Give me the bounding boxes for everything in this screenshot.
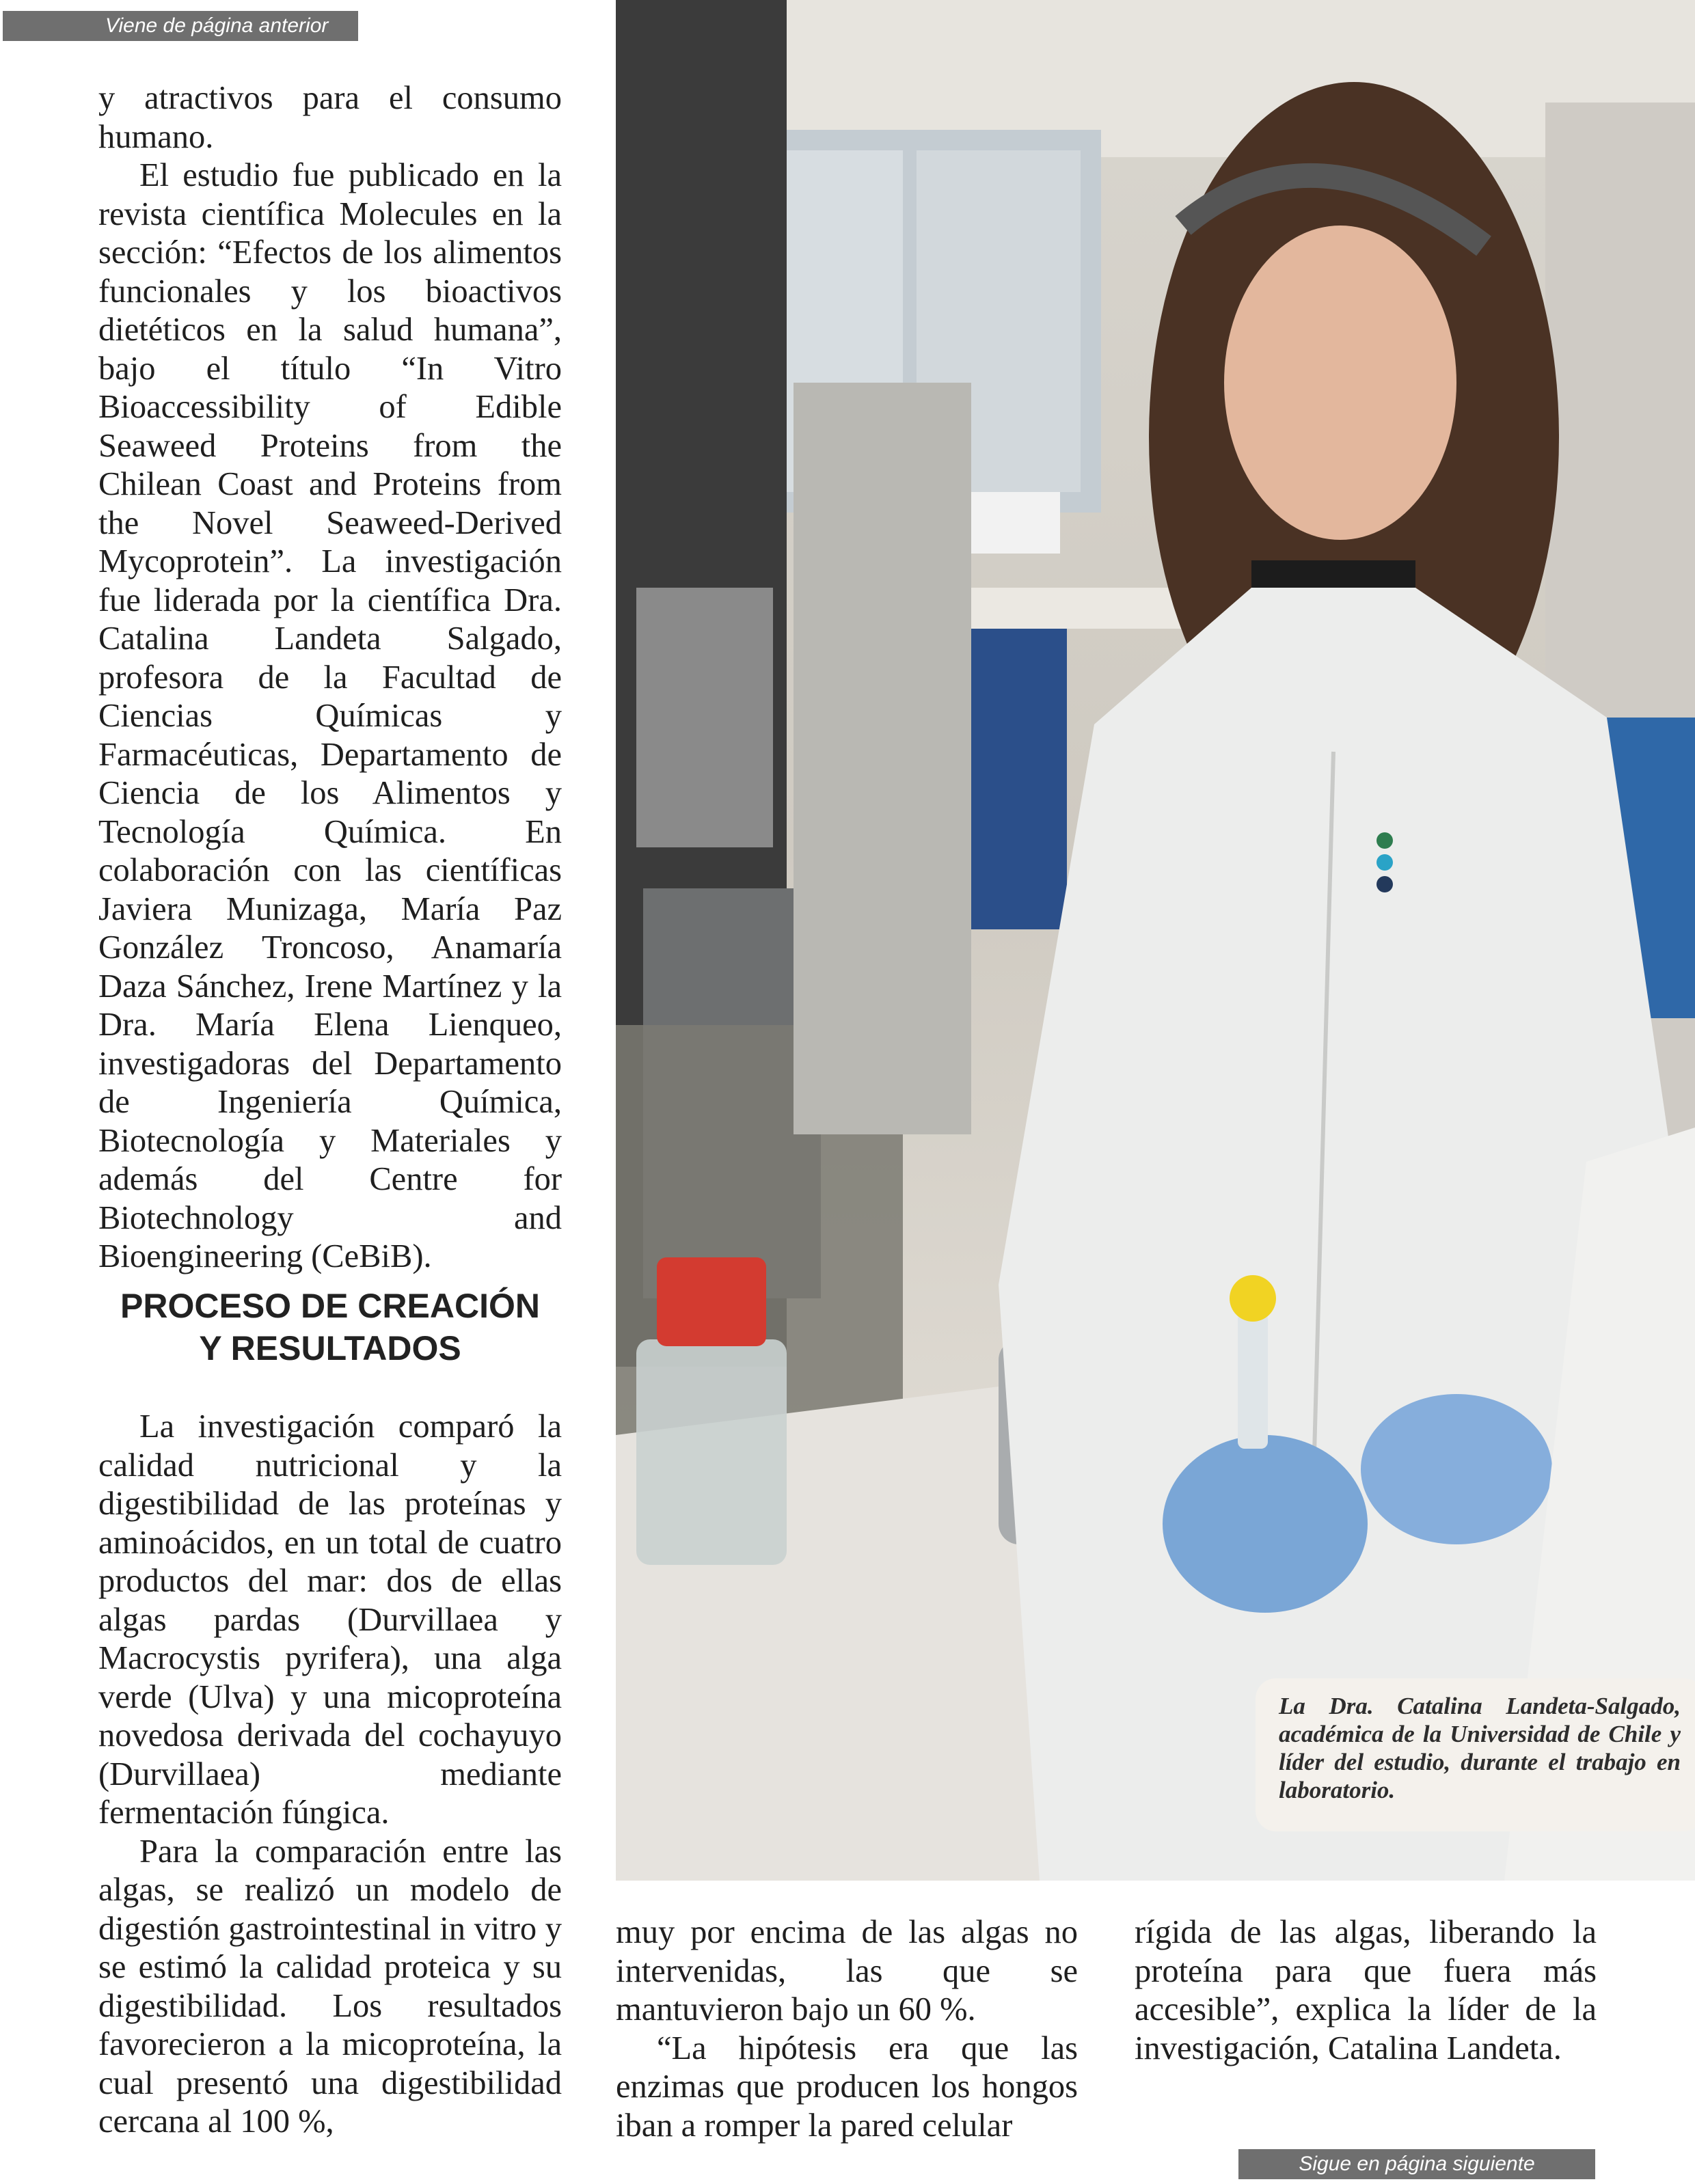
- paragraph: El estudio fue publicado en la revista científica Molecules en la sección: “Efectos de los alimentos funcionales y los bioactivos dietéticos en la salud humana”, bajo el título “In Vitro Bioaccessibility of Edible Seaweed Proteins from the Chilean Coast and Proteins from the Novel Seaweed-Derived Mycoprotein”. La investigación fue liderada por la científica Dra. Catalina Landeta Salgado, profesora de la Facultad de Ciencias Químicas y Farmacéuticas, Departamento de Ciencia de los Alimentos y Tecnología Química. En colaboración con las científicas Javiera Munizaga, María Paz González Troncoso, Anamaría Daza Sánchez, Irene Martínez y la Dra. María Elena Lienqueo, investigadoras del Departamento de Ingeniería Química, Biotecnología y Materiales y además del Centre for Biotechnology and Bioengineering (CeBiB).: [98, 157, 562, 1274]
- paragraph: rígida de las algas, liberando la proteína para que fuera más accesible”, explica la líder de la investigación, Catalina Landeta.: [1135, 1914, 1597, 2066]
- paragraph: Para la comparación entre las algas, se realizó un modelo de digestión gastrointestinal in vitro y se estimó la calidad proteica y su digestibilidad. Los resultados favorecieron a la micoproteína, la cual presentó una digestibilidad cercana al 100 %,: [98, 1833, 562, 2140]
- section-heading: [98, 1285, 562, 1369]
- section-heading-line-2: Y RESULTADOS: [199, 1329, 461, 1367]
- paragraph: y atractivos para el consumo humano.: [98, 80, 562, 155]
- article-column-1-top: [98, 79, 562, 1277]
- lab-photo: [616, 0, 1695, 1881]
- continues-on-tag: Sigue en página siguiente: [1238, 2149, 1595, 2179]
- paragraph: La investigación comparó la calidad nutricional y la digestibilidad de las proteínas y aminoácidos, en un total de cuatro productos del mar: dos de ellas algas pardas (Durvillaea y Macrocystis pyrifera), una alga verde (Ulva) y una micoproteína novedosa derivada del cochayuyo (Durvillaea) mediante fermentación fúngica.: [98, 1408, 562, 1831]
- photo-caption: La Dra. Catalina Landeta-Salgado, académica de la Universidad de Chile y líder del estudio, durante el trabajo en laboratorio.: [1256, 1678, 1695, 1831]
- continued-from-tag: Viene de página anterior: [3, 11, 358, 41]
- section-heading-line-1: PROCESO DE CREACIÓN: [120, 1287, 540, 1325]
- article-column-3: [1135, 1913, 1597, 2068]
- article-column-2: [616, 1913, 1078, 2145]
- article-column-1-bottom: [98, 1408, 562, 2142]
- lab-photo-illustration: [616, 0, 1695, 1881]
- paragraph: muy por encima de las algas no intervenidas, las que se mantuvieron bajo un 60 %.: [616, 1914, 1078, 2028]
- paragraph: “La hipótesis era que las enzimas que producen los hongos iban a romper la pared celular: [616, 2030, 1078, 2144]
